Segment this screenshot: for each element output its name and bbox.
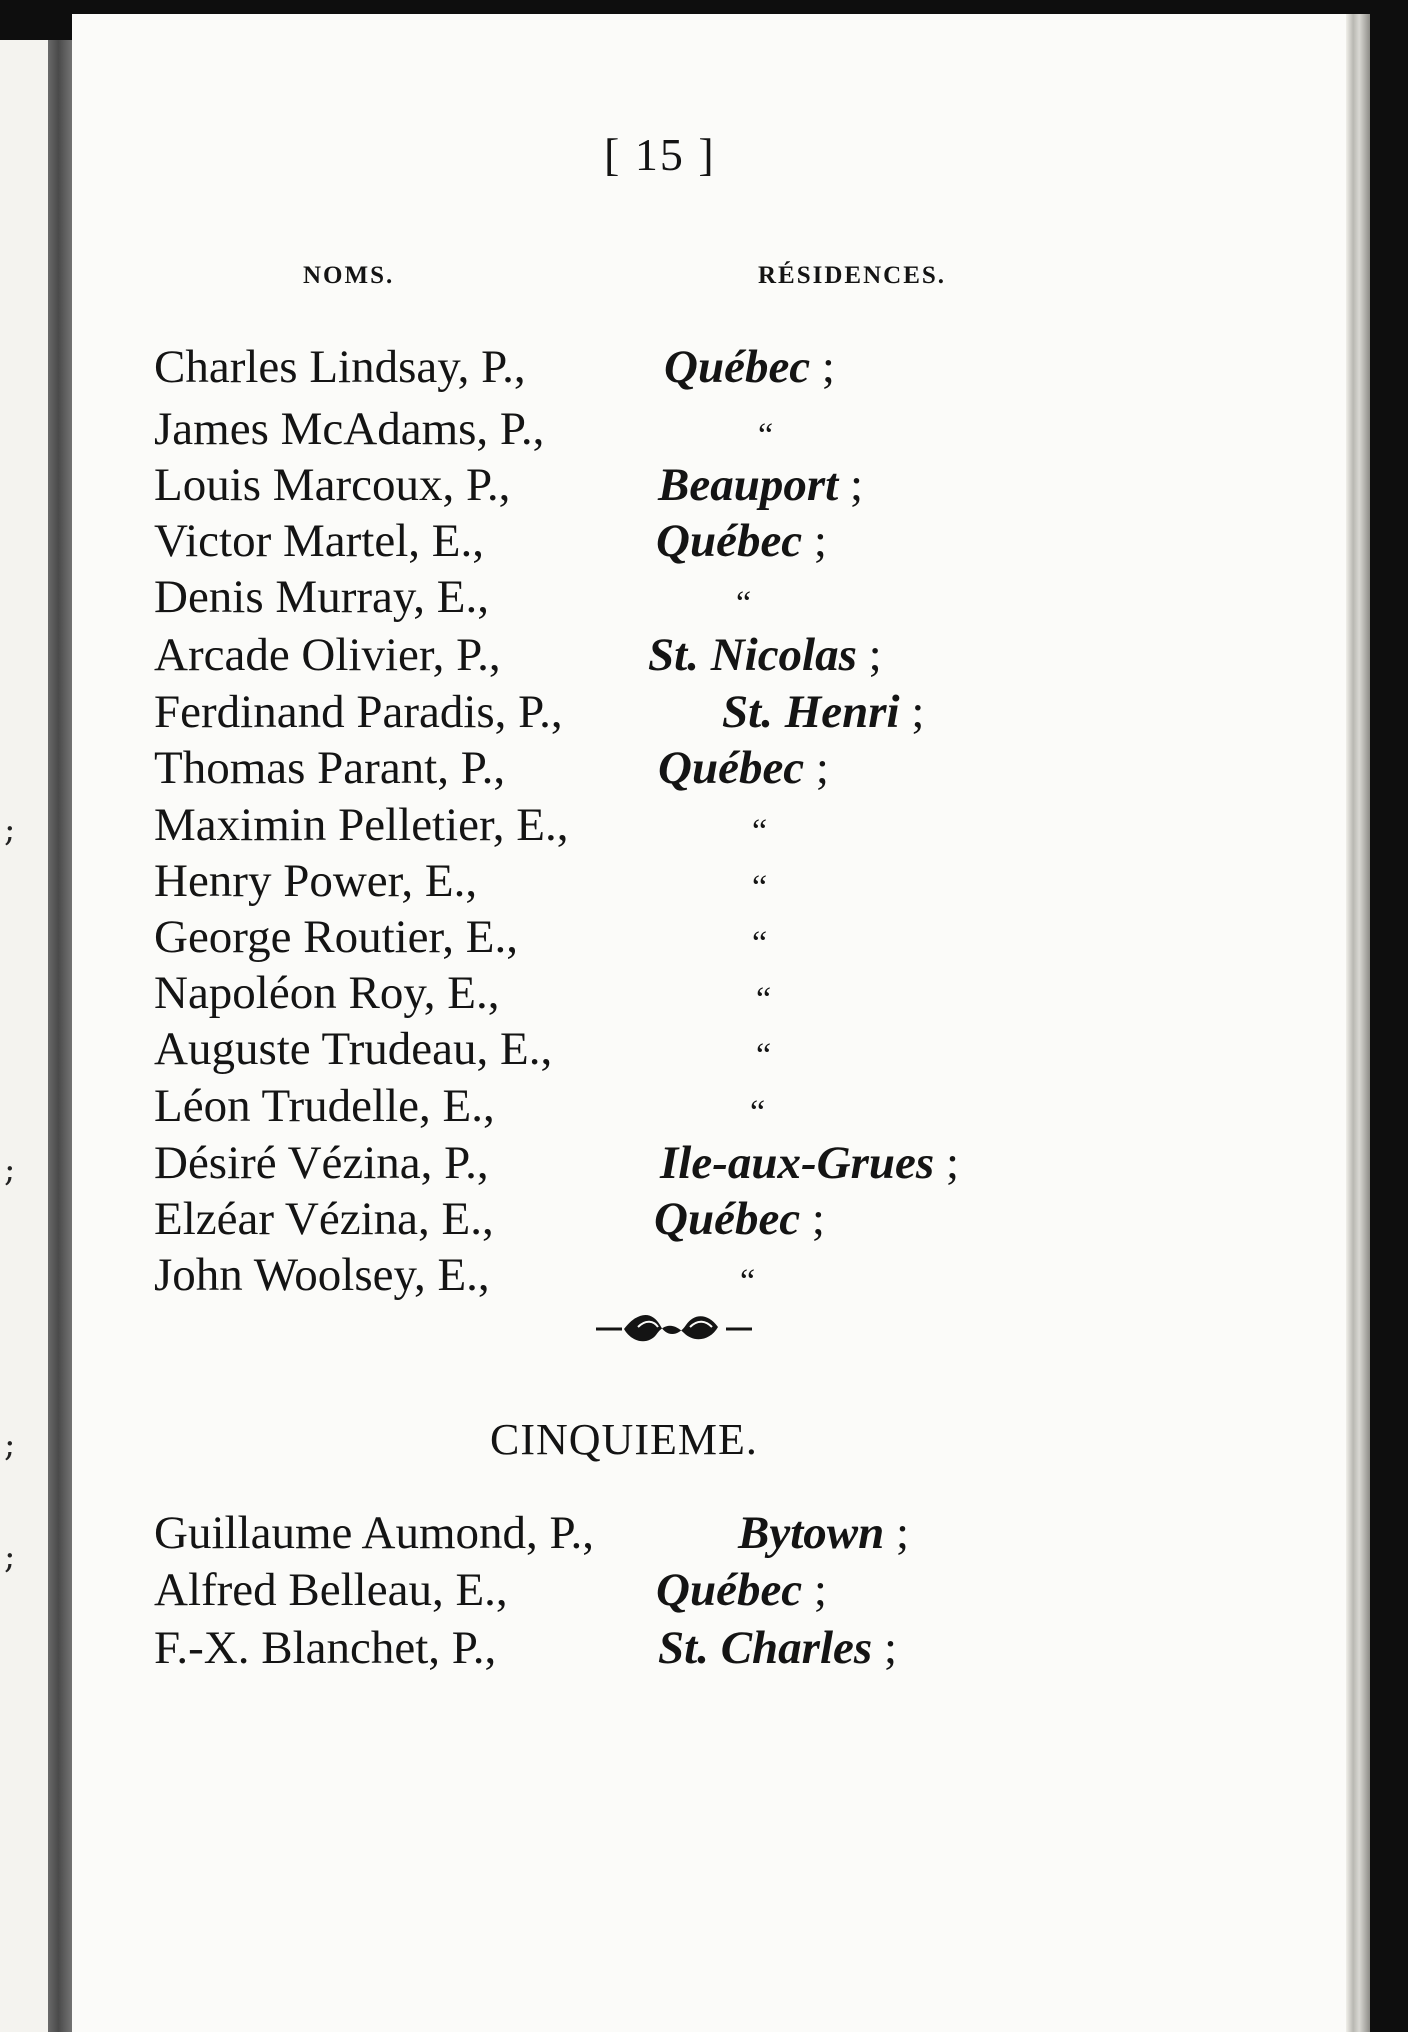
residence-punctuation: ; xyxy=(856,629,882,681)
ditto-mark: “ xyxy=(758,417,774,454)
residence-place: St. Nicolas xyxy=(648,629,857,681)
member-residence xyxy=(756,1028,771,1075)
member-residence xyxy=(654,1193,825,1245)
member-residence xyxy=(758,408,773,455)
member-name: Auguste Trudeau, E., xyxy=(154,1023,553,1075)
residence-punctuation: ; xyxy=(838,459,864,511)
member-name: Léon Trudelle, E., xyxy=(154,1080,495,1132)
member-name: Ferdinand Paradis, P., xyxy=(154,686,563,738)
member-name: Alfred Belleau, E., xyxy=(154,1564,508,1616)
member-residence xyxy=(658,742,829,794)
residence-punctuation: ; xyxy=(899,686,925,738)
ditto-mark: “ xyxy=(750,1094,766,1131)
residence-punctuation: ; xyxy=(810,341,835,393)
member-residence xyxy=(660,1137,959,1189)
member-name: Maximin Pelletier, E., xyxy=(154,799,569,851)
member-residence xyxy=(756,972,771,1019)
ditto-mark: “ xyxy=(740,1263,756,1300)
member-name: Charles Lindsay, P., xyxy=(154,341,526,393)
book-gutter xyxy=(48,40,74,2032)
member-name: Denis Murray, E., xyxy=(154,571,490,623)
member-residence xyxy=(752,916,767,963)
ditto-mark: “ xyxy=(736,585,752,622)
column-header-residences: RÉSIDENCES. xyxy=(758,262,947,289)
column-header-names: NOMS. xyxy=(303,262,395,289)
member-name: John Woolsey, E., xyxy=(154,1249,490,1301)
residence-punctuation: ; xyxy=(884,1507,910,1559)
residence-punctuation: ; xyxy=(934,1137,959,1189)
member-name: Louis Marcoux, P., xyxy=(154,459,511,511)
member-name: James McAdams, P., xyxy=(154,403,545,455)
left-page-mark: ; xyxy=(4,1537,16,1577)
residence-place: Québec xyxy=(654,1193,801,1245)
member-residence xyxy=(656,1564,827,1616)
residence-place: Bytown xyxy=(738,1507,885,1559)
residence-place: Québec xyxy=(656,515,803,567)
member-name: Thomas Parant, P., xyxy=(154,742,506,794)
residence-punctuation: ; xyxy=(802,515,827,567)
residence-punctuation: ; xyxy=(800,1193,825,1245)
member-name: Elzéar Vézina, E., xyxy=(154,1193,494,1245)
member-residence xyxy=(736,576,751,623)
member-residence xyxy=(658,1622,897,1674)
left-page-mark: ; xyxy=(4,810,16,850)
ornament-divider xyxy=(594,1305,754,1349)
residence-place: St. Henri xyxy=(722,686,900,738)
left-page-mark: ; xyxy=(4,1150,16,1190)
residence-place: Québec xyxy=(656,1564,803,1616)
ditto-mark: “ xyxy=(752,869,768,906)
ditto-mark: “ xyxy=(752,813,768,850)
member-residence xyxy=(738,1507,910,1559)
member-name: Napoléon Roy, E., xyxy=(154,967,500,1019)
page-edge xyxy=(1346,14,1370,2032)
member-residence xyxy=(750,1085,765,1132)
residence-place: Ile-aux-Grues xyxy=(660,1137,935,1189)
member-residence xyxy=(752,804,767,851)
page-number: [ 15 ] xyxy=(604,129,716,180)
ditto-mark: “ xyxy=(756,1037,772,1074)
ditto-mark: “ xyxy=(756,981,772,1018)
member-name: George Routier, E., xyxy=(154,911,519,963)
member-residence xyxy=(664,341,835,393)
member-residence xyxy=(752,860,767,907)
residence-place: St. Charles xyxy=(658,1622,873,1674)
left-page-mark: ; xyxy=(4,1425,16,1465)
residence-place: Québec xyxy=(658,742,805,794)
member-name: Victor Martel, E., xyxy=(154,515,484,567)
residence-punctuation: ; xyxy=(804,742,829,794)
member-name: F.-X. Blanchet, P., xyxy=(154,1622,497,1674)
member-name: Guillaume Aumond, P., xyxy=(154,1507,594,1559)
member-residence xyxy=(722,686,925,738)
residence-place: Québec xyxy=(664,341,811,393)
residence-punctuation: ; xyxy=(872,1622,897,1674)
member-name: Henry Power, E., xyxy=(154,855,478,907)
member-residence xyxy=(656,515,827,567)
member-name: Désiré Vézina, P., xyxy=(154,1137,489,1189)
section-title: CINQUIEME. xyxy=(490,1415,758,1464)
residence-place: Beauport xyxy=(658,459,839,511)
member-name: Arcade Olivier, P., xyxy=(154,629,501,681)
member-residence xyxy=(740,1254,755,1301)
member-residence xyxy=(648,629,882,681)
residence-punctuation: ; xyxy=(802,1564,827,1616)
member-residence xyxy=(658,459,864,511)
ditto-mark: “ xyxy=(752,925,768,962)
